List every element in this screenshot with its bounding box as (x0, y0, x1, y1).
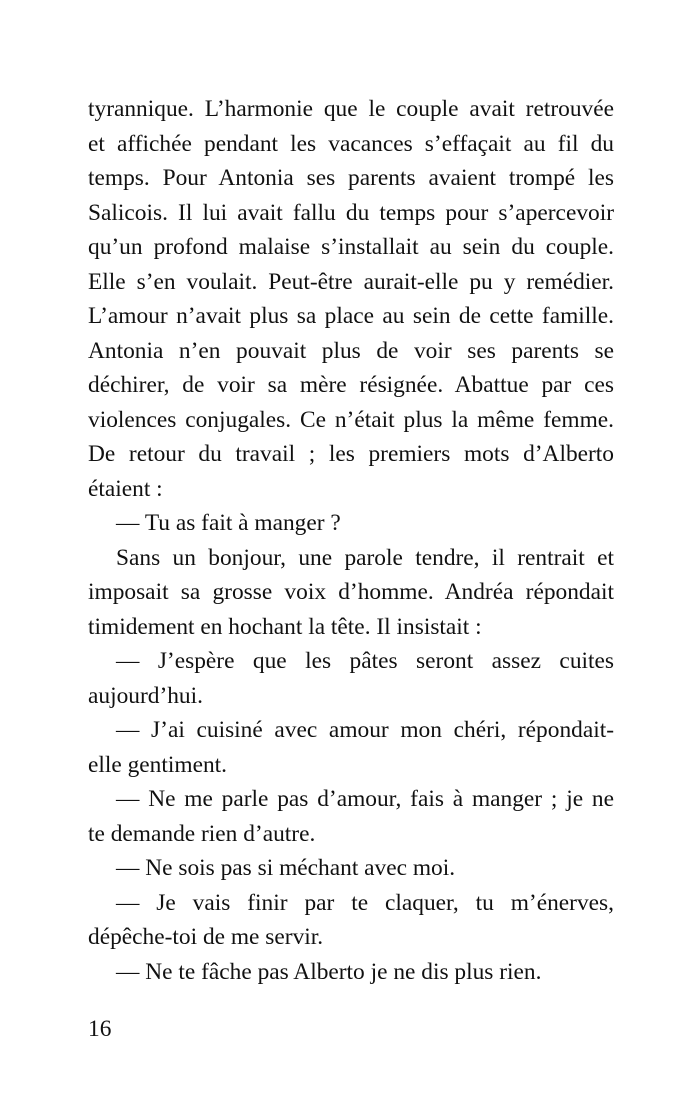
dialogue-line: — Ne sois pas si méchant avec moi. (116, 855, 456, 881)
text-line: temps. Pour Antonia ses parents avaient trompé les (88, 165, 614, 191)
dialogue-line: — Ne te fâche pas Alberto je ne dis plus rien. (116, 958, 542, 985)
text-line: Elle s’en voulait. Peut-être aurait-elle pu y remédier. (88, 268, 614, 295)
text-line: elle gentiment. (88, 751, 227, 778)
body-text (88, 92, 614, 989)
text-line: De retour du travail ; les premiers mots d’Alberto (88, 441, 614, 467)
dialogue-line: — Je vais finir par te claquer, tu m’énerves, (116, 889, 614, 916)
text-line: étaient : (88, 475, 163, 502)
text-line: timidement en hochant la tête. Il insistait : (88, 613, 482, 640)
text-line: Salicois. Il lui avait fallu du temps pour s’apercevoir (88, 199, 614, 226)
text-line: tyrannique. L’harmonie que le couple avait retrouvée (88, 96, 614, 122)
page-number: 16 (88, 1016, 112, 1042)
text-line: aujourd’hui. (88, 682, 203, 709)
text-line: et affichée pendant les vacances s’effaçait au fil du (88, 130, 614, 157)
text-line: imposait sa grosse voix d’homme. Andréa répondait (88, 579, 614, 605)
text-line: Antonia n’en pouvait plus de voir ses parents se (88, 337, 614, 364)
text-line: dépêche-toi de me servir. (88, 924, 324, 950)
dialogue-line: — Tu as fait à manger ? (116, 510, 341, 536)
dialogue-line: — Ne me parle pas d’amour, fais à manger ; je ne (116, 786, 614, 812)
dialogue-line: — J’espère que les pâtes seront assez cuites (116, 648, 614, 674)
text-line: déchirer, de voir sa mère résignée. Abattue par ces (88, 372, 614, 398)
text-line: te demande rien d’autre. (88, 820, 316, 847)
dialogue-line: — J’ai cuisiné avec amour mon chéri, répondait- (116, 717, 614, 743)
text-line: L’amour n’avait plus sa place au sein de cette famille. (88, 303, 614, 329)
text-line: Sans un bonjour, une parole tendre, il rentrait et (116, 544, 614, 571)
text-line: violences conjugales. Ce n’était plus la même femme. (88, 406, 614, 433)
text-line: qu’un profond malaise s’installait au sein du couple. (88, 234, 614, 260)
